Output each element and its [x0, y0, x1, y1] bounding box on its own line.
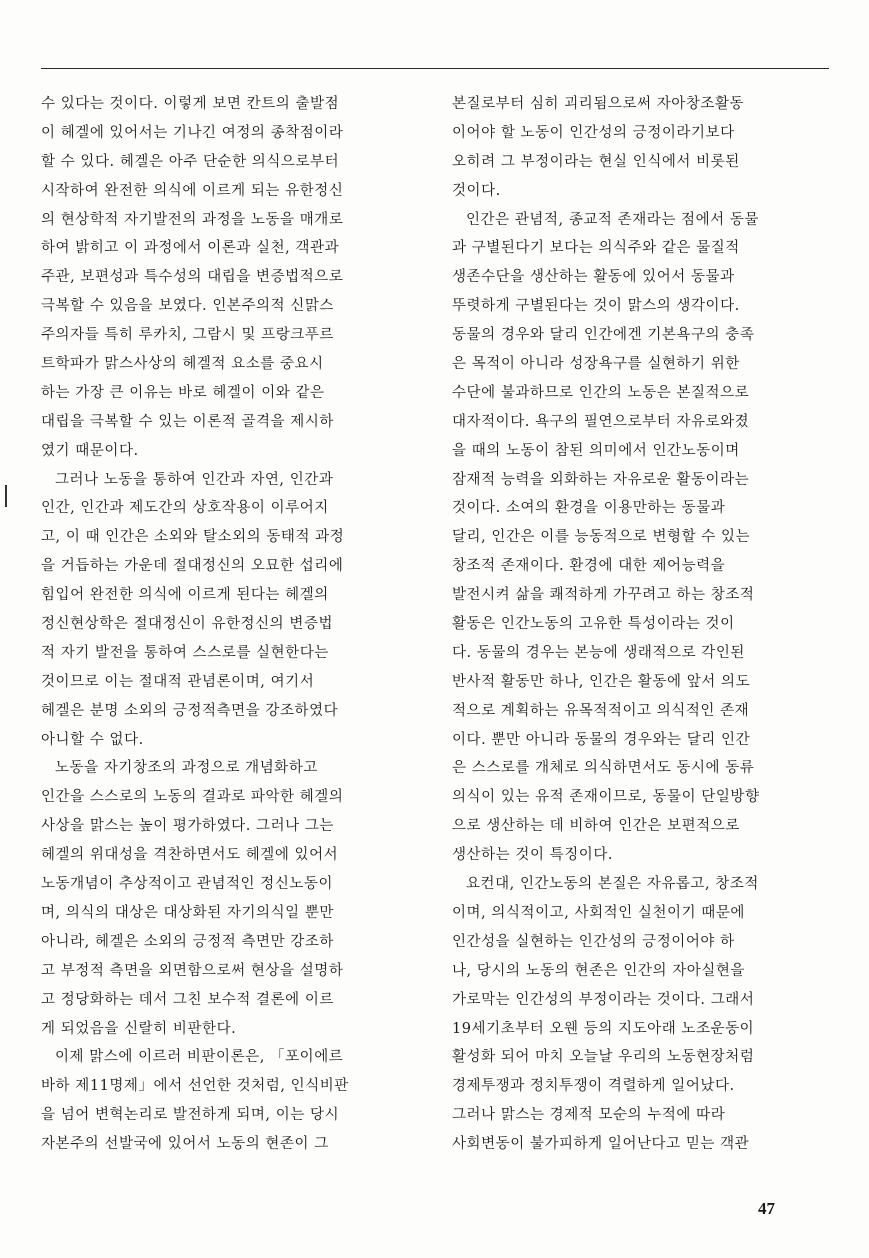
text-line: 뚜렷하게 구별된다는 것이 맑스의 생각이다.	[452, 298, 740, 315]
text-line: 은 스스로를 개체로 의식하면서도 동시에 동류	[452, 760, 755, 777]
text-line: 헤겔은 분명 소외의 긍정적측면을 강조하였다	[41, 702, 339, 719]
text-line: 창조적 존재이다. 환경에 대한 제어능력을	[452, 558, 726, 575]
paragraph-start-line: 인간은 관념적, 종교적 존재라는 점에서 동물	[466, 211, 759, 228]
text-line: 으로 생산하는 데 비하여 인간은 보편적으로	[452, 818, 740, 835]
text-line: 이 헤겔에 있어서는 기나긴 여정의 종착점이라	[41, 124, 344, 141]
text-line: 생존수단을 생산하는 활동에 있어서 동물과	[452, 269, 735, 286]
text-line: 이며, 의식적이고, 사회적인 실천이기 때문에	[452, 904, 745, 921]
text-line: 노동개념이 추상적이고 관념적인 정신노동이	[41, 876, 334, 893]
text-line: 고 정당화하는 데서 그친 보수적 결론에 이르	[41, 991, 334, 1008]
text-line: 반사적 활동만 하나, 인간은 활동에 앞서 의도	[452, 673, 751, 690]
text-line: 게 되었음을 신랄히 비판한다.	[41, 1020, 237, 1037]
text-line: 경제투쟁과 정치투쟁이 격렬하게 일어났다.	[452, 1078, 735, 1095]
text-line: 아니라, 헤겔은 소외의 긍정적 측면만 강조하	[41, 933, 334, 950]
right-column	[452, 90, 802, 1159]
text-line: 다. 동물의 경우는 본능에 생래적으로 각인된	[452, 644, 745, 661]
text-line: 활성화 되어 마치 오늘날 우리의 노동현장처럼	[452, 1049, 755, 1066]
text-line: 나, 당시의 노동의 현존은 인간의 자아실현을	[452, 962, 745, 979]
text-line: 적 자기 발전을 통하여 스스로를 실현한다는	[41, 644, 329, 661]
text-line: 달리, 인간은 이를 능동적으로 변형할 수 있는	[452, 529, 751, 546]
text-line: 인간, 인간과 제도간의 상호작용이 이루어지	[41, 500, 329, 517]
text-line: 인간성을 실현하는 인간성의 긍정이어야 하	[452, 933, 735, 950]
text-line: 였기 때문이다.	[41, 442, 139, 459]
text-line: 활동은 인간노동의 고유한 특성이라는 것이	[452, 616, 735, 633]
text-line: 고 부정적 측면을 외면함으로써 현상을 설명하	[41, 962, 344, 979]
text-line: 극복할 수 있음을 보였다. 인본주의적 신맑스	[41, 298, 334, 315]
text-line: 정신현상학은 절대정신이 유한정신의 변증법	[41, 616, 334, 633]
paragraph-start-line: 그러나 노동을 통하여 인간과 자연, 인간과	[55, 471, 334, 488]
text-line: 오히려 그 부정이라는 현실 인식에서 비롯된	[452, 153, 740, 170]
text-line: 하는 가장 큰 이유는 바로 헤겔이 이와 같은	[41, 384, 325, 401]
text-line: 동물의 경우와 달리 인간에겐 기본욕구의 충족	[452, 327, 755, 344]
left-column	[41, 90, 391, 1159]
text-line: 아니할 수 없다.	[41, 731, 144, 748]
text-line: 그러나 맑스는 경제적 모순의 누적에 따라	[452, 1107, 726, 1124]
header-rule	[41, 68, 829, 69]
text-line: 인간을 스스로의 노동의 결과로 파악한 헤겔의	[41, 789, 344, 806]
text-line: 하여 밝히고 이 과정에서 이론과 실천, 객관과	[41, 240, 340, 257]
text-line: 며, 의식의 대상은 대상화된 자기의식일 뿐만	[41, 904, 334, 921]
paragraph-start-line: 요컨대, 인간노동의 본질은 자유롭고, 창조적	[466, 876, 759, 893]
text-line: 을 넘어 변혁논리로 발전하게 되며, 이는 당시	[41, 1107, 340, 1124]
text-line: 시작하여 완전한 의식에 이르게 되는 유한정신	[41, 182, 344, 199]
text-line: 대립을 극복할 수 있는 이론적 골격을 제시하	[41, 413, 334, 430]
text-line: 자본주의 선발국에 있어서 노동의 현존이 그	[41, 1136, 329, 1153]
text-line: 것이다.	[452, 182, 501, 199]
text-line: 이어야 할 노동이 인간성의 긍정이라기보다	[452, 124, 735, 141]
text-line: 헤겔의 위대성을 격찬하면서도 헤겔에 있어서	[41, 847, 339, 864]
text-line: 고, 이 때 인간은 소외와 탈소외의 동태적 과정	[41, 529, 345, 546]
margin-mark	[5, 485, 7, 507]
text-line: 19세기초부터 오웬 등의 지도아래 노조운동이	[452, 1020, 755, 1037]
text-line: 할 수 있다. 헤겔은 아주 단순한 의식으로부터	[41, 153, 340, 170]
text-line: 바하 제11명제」에서 선언한 것처럼, 인식비판	[41, 1078, 349, 1095]
text-line: 을 거듭하는 가운데 절대정신의 오묘한 섭리에	[41, 558, 344, 575]
text-line: 사회변동이 불가피하게 일어난다고 믿는 객관	[452, 1136, 750, 1153]
paragraph-start-line: 이제 맑스에 이르러 비판이론은, 「포이에르	[55, 1049, 344, 1066]
text-line: 이다. 뿐만 아니라 동물의 경우와는 달리 인간	[452, 731, 751, 748]
text-line: 사상을 맑스는 높이 평가하였다. 그러나 그는	[41, 818, 334, 835]
paragraph-start-line: 노동을 자기창조의 과정으로 개념화하고	[55, 760, 318, 777]
text-line: 과 구별된다기 보다는 의식주와 같은 물질적	[452, 240, 740, 257]
text-line: 은 목적이 아니라 성장욕구를 실현하기 위한	[452, 356, 740, 373]
text-line: 발전시켜 삶을 쾌적하게 가꾸려고 하는 창조적	[452, 587, 755, 604]
text-line: 을 때의 노동이 참된 의미에서 인간노동이며	[452, 442, 740, 459]
text-line: 트학파가 맑스사상의 헤겔적 요소를 중요시	[41, 356, 324, 373]
text-line: 생산하는 것이 특징이다.	[452, 847, 614, 864]
text-line: 본질로부터 심히 괴리됨으로써 자아창조활동	[452, 96, 745, 112]
text-line: 것이다. 소여의 환경을 이용만하는 동물과	[452, 500, 726, 517]
text-line: 수단에 불과하므로 인간의 노동은 본질적으로	[452, 384, 750, 401]
text-line: 주의자들 특히 루카치, 그람시 및 프랑크푸르	[41, 327, 334, 344]
text-line: 대자적이다. 욕구의 필연으로부터 자유로와졌	[452, 413, 750, 430]
text-line: 잠재적 능력을 외화하는 자유로운 활동이라는	[452, 471, 750, 488]
page-number: 47	[758, 1199, 775, 1218]
text-line: 의 현상학적 자기발전의 과정을 노동을 매개로	[41, 211, 344, 228]
text-line: 가로막는 인간성의 부정이라는 것이다. 그래서	[452, 991, 755, 1008]
text-line: 것이므로 이는 절대적 관념론이며, 여기서	[41, 673, 315, 690]
text-line: 적으로 계획하는 유목적적이고 의식적인 존재	[452, 702, 750, 719]
text-line: 주관, 보편성과 특수성의 대립을 변증법적으로	[41, 269, 344, 286]
text-line: 수 있다는 것이다. 이렇게 보면 칸트의 출발점	[41, 96, 340, 112]
text-line: 의식이 있는 유적 존재이므로, 동물이 단일방향	[452, 789, 760, 806]
text-line: 힘입어 완전한 의식에 이르게 된다는 헤겔의	[41, 587, 329, 604]
